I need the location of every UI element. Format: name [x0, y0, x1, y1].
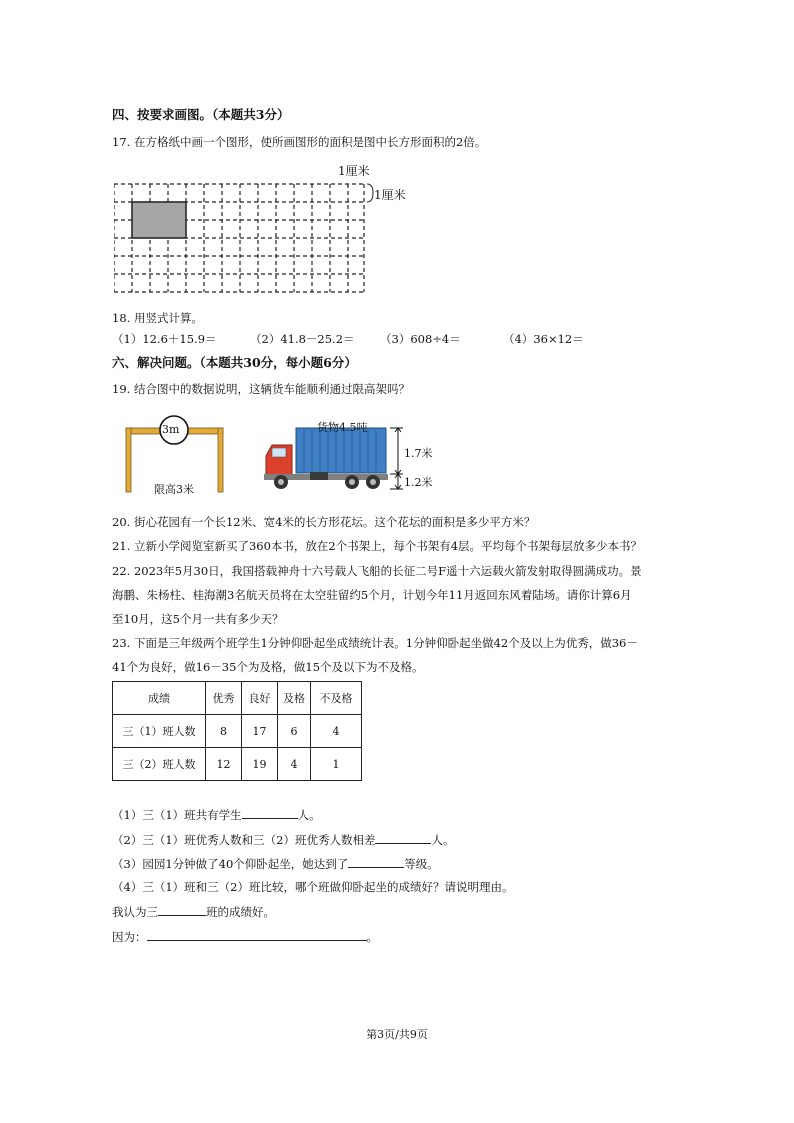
- section-4-heading: 四、按要求画图。（本题共3分）: [112, 107, 290, 122]
- table-cell: 三（1）班人数: [113, 715, 206, 748]
- cargo-height-label: 1.7米: [404, 447, 433, 460]
- table-row: [113, 748, 362, 781]
- section-6-heading: 六、解决问题。（本题共30分，每小题6分）: [112, 355, 357, 370]
- question-23-line-2: 41个为良好，做16－35个为及格，做15个及以下为不及格。: [112, 660, 424, 674]
- table-header-row: [113, 682, 362, 715]
- part-3-suffix: 等级。: [404, 857, 439, 871]
- table-cell: 8: [206, 715, 242, 748]
- part-1-text: （1）三（1）班共有学生: [112, 808, 242, 822]
- table-header-cell: 及格: [278, 682, 311, 715]
- question-23-part-6: [112, 928, 378, 945]
- table-cell: 19: [242, 748, 278, 781]
- table-header-cell: 不及格: [311, 682, 362, 715]
- table-cell: 三（2）班人数: [113, 748, 206, 781]
- question-21: 21. 立新小学阅览室新买了360本书，放在2个书架上，每个书架有4层。平均每个书架每层放多少本书？: [112, 539, 643, 553]
- part-6-text: 因为：: [112, 930, 147, 944]
- answer-blank-1[interactable]: [242, 806, 298, 819]
- question-23-part-4: （4）三（1）班和三（2）班比较，哪个班做仰卧起坐的成绩好？请说明理由。: [112, 880, 514, 894]
- question-20: 20. 街心花园有一个长12米、宽4米的长方形花坛。这个花坛的面积是多少平方米？: [112, 515, 536, 529]
- answer-blank-2[interactable]: [375, 831, 431, 844]
- part-5-text: 我认为三: [112, 905, 158, 919]
- table-row: [113, 715, 362, 748]
- question-23-part-3: [112, 855, 439, 872]
- answer-blank-6[interactable]: [147, 928, 367, 941]
- question-23-part-2: [112, 831, 454, 848]
- table-cell: 17: [242, 715, 278, 748]
- question-18-title: 18. 用竖式计算。: [112, 311, 203, 325]
- unit-label-side: 1厘米: [374, 188, 406, 202]
- sign-label: 3m: [162, 423, 180, 436]
- table-header-cell: 优秀: [206, 682, 242, 715]
- part-6-suffix: 。: [366, 930, 378, 944]
- part-2-text: （2）三（1）班优秀人数和三（2）班优秀人数相差: [112, 833, 376, 847]
- table-cell: 6: [278, 715, 311, 748]
- part-1-suffix: 人。: [297, 808, 321, 822]
- gate-label: 限高3米: [154, 483, 194, 496]
- side-brace-icon: [367, 184, 373, 202]
- grid-paper-figure: [114, 182, 414, 300]
- question-22-line-2: 海鹏、朱杨柱、桂海潮3名航天员将在太空驻留约5个月，计划今年11月返回东风着陆场。请你计算6月: [112, 588, 632, 602]
- question-18-item-1: （1）12.6＋15.9＝: [112, 332, 217, 346]
- unit-label-top: 1厘米: [338, 164, 370, 178]
- question-23-line-1: 23. 下面是三年级两个班学生1分钟仰卧起坐成绩统计表。1分钟仰卧起坐做42个及以上为优秀，做36－: [112, 636, 638, 650]
- part-3-text: （3）园园1分钟做了40个仰卧起坐，她达到了: [112, 857, 349, 871]
- question-18-item-3: （3）608÷4＝: [380, 332, 461, 346]
- table-cell: 4: [311, 715, 362, 748]
- question-19: 19. 结合图中的数据说明，这辆货车能顺利通过限高架吗？: [112, 382, 410, 396]
- truck-icon: [264, 428, 388, 489]
- truck-height-label: 1.2米: [404, 476, 433, 489]
- table-cell: 1: [311, 748, 362, 781]
- answer-blank-5[interactable]: [158, 903, 206, 916]
- table-header-cell: 成绩: [113, 682, 206, 715]
- score-table: [112, 681, 362, 781]
- part-2-suffix: 人。: [431, 833, 455, 847]
- table-cell: 4: [278, 748, 311, 781]
- table-header-cell: 良好: [242, 682, 278, 715]
- question-22-line-1: 22. 2023年5月30日，我国搭载神舟十六号载人飞船的长征二号F遥十六运载火箭发射取得圆满成功。景: [112, 564, 642, 578]
- answer-blank-3[interactable]: [348, 855, 404, 868]
- question-23-part-5: [112, 903, 275, 920]
- table-cell: 12: [206, 748, 242, 781]
- cargo-weight-label: 货物4.5吨: [317, 421, 368, 434]
- page-footer: 第3页/共9页: [366, 1028, 428, 1041]
- height-dimension-lines: [390, 428, 403, 489]
- question-23-part-1: [112, 806, 321, 823]
- question-18-item-4: （4）36×12＝: [503, 332, 584, 346]
- question-18-item-2: （2）41.8－25.2＝: [250, 332, 355, 346]
- question-22-line-3: 至10月，这5个月一共有多少天？: [112, 612, 284, 626]
- part-5-suffix: 班的成绩好。: [206, 905, 275, 919]
- question-17: 17. 在方格纸中画一个图形，使所画图形的面积是图中长方形面积的2倍。: [112, 135, 487, 149]
- shaded-rectangle: [132, 202, 186, 238]
